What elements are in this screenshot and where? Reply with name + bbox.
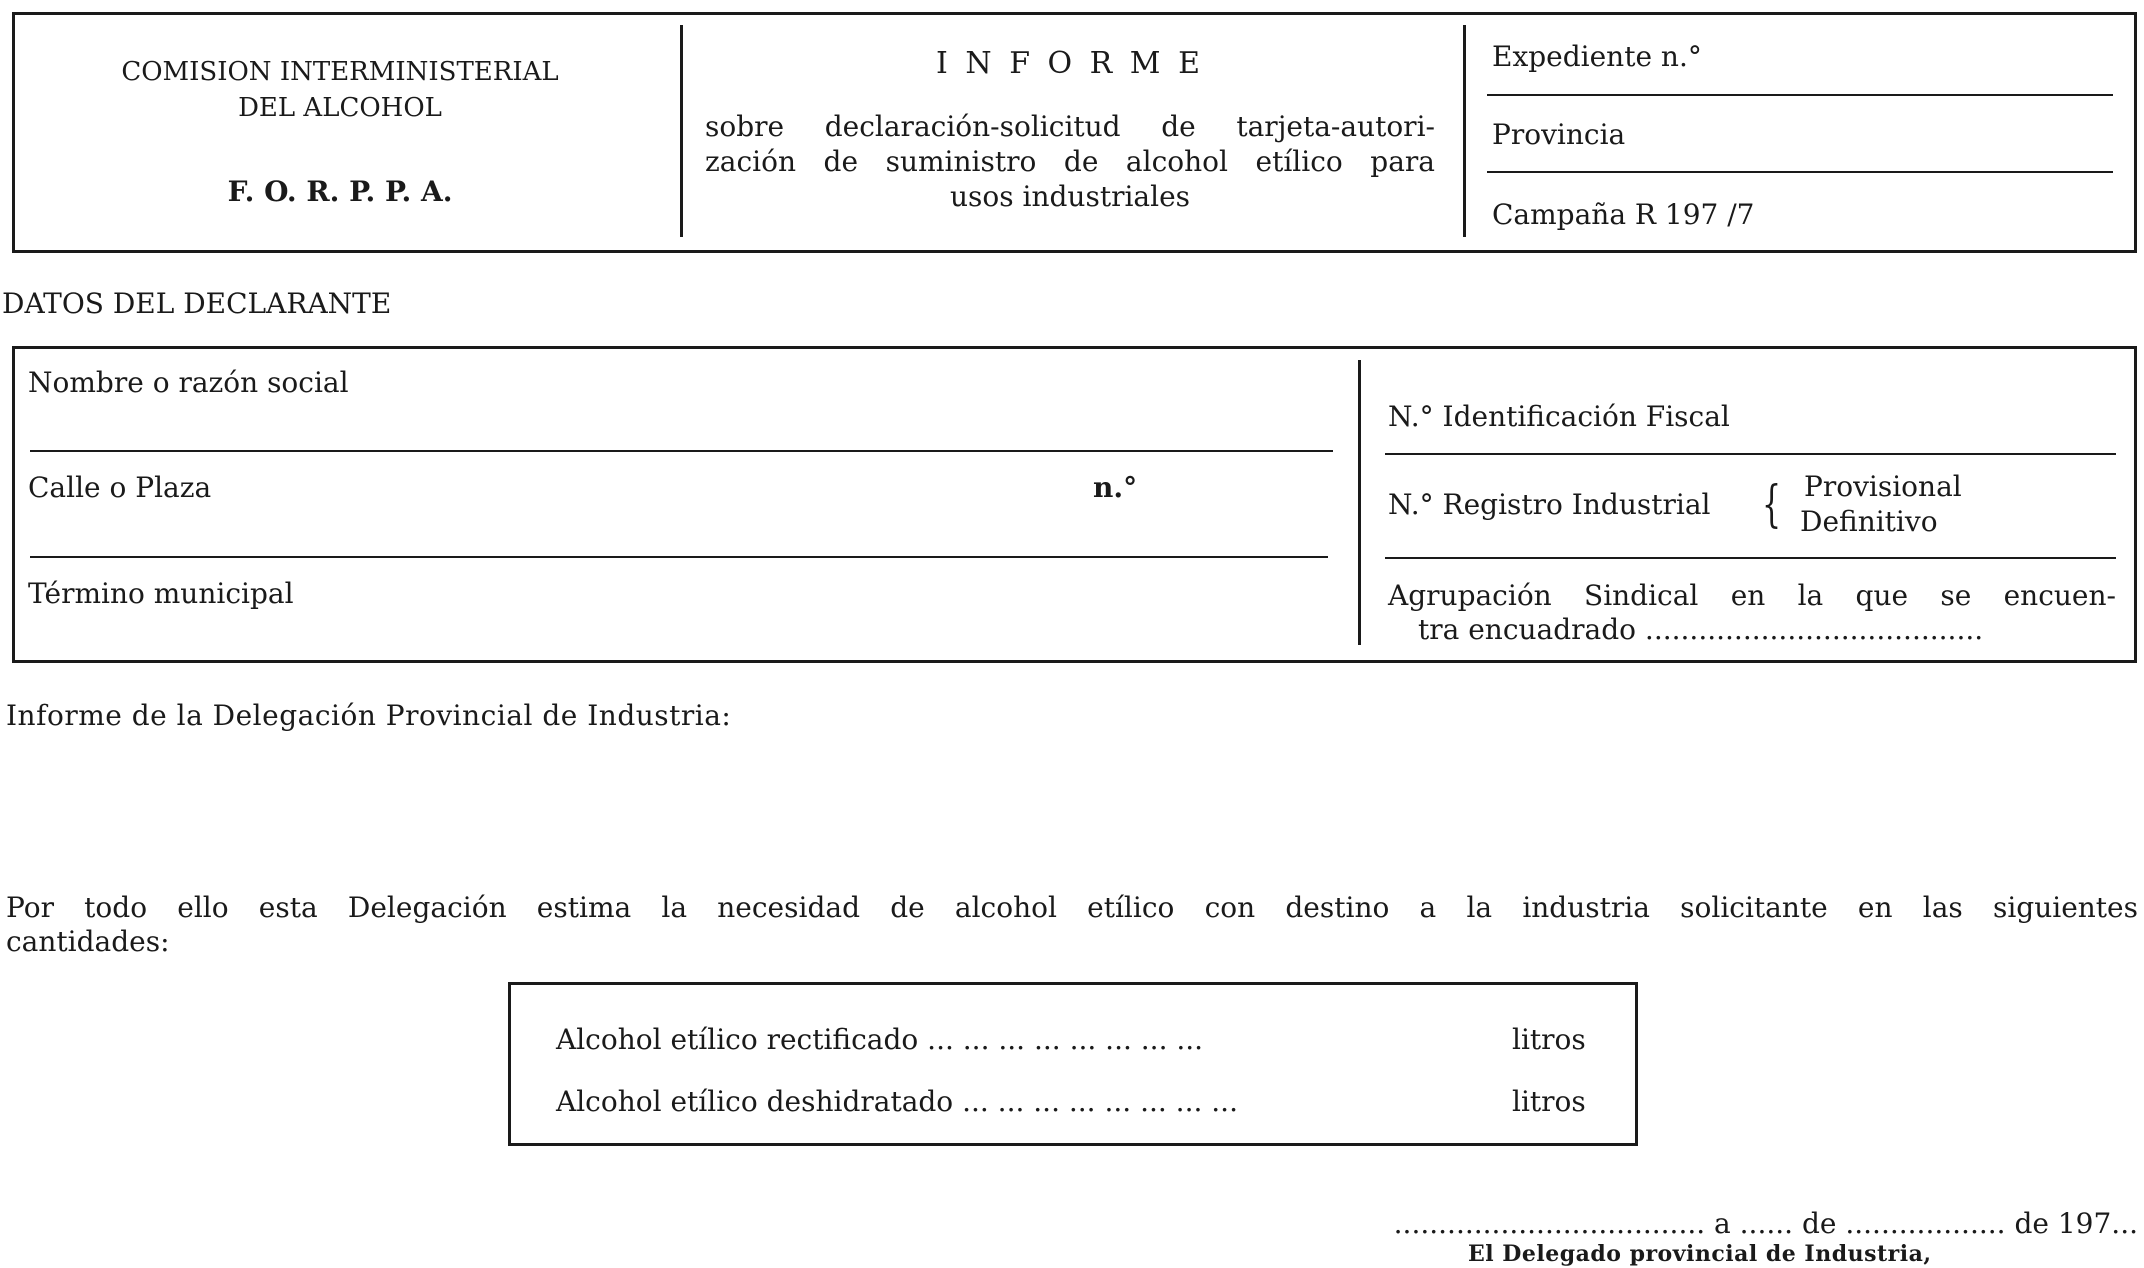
nif-label: N.° Identificación Fiscal bbox=[1388, 400, 1730, 433]
cantidad-deshidratado-label: Alcohol etílico deshidratado ... ... ... ... ... ... ... ... bbox=[556, 1085, 1238, 1118]
campana-label: Campaña R 197 /7 bbox=[1492, 198, 1755, 231]
informe-heading: Informe de la Delegación Provincial de Industria: bbox=[6, 699, 732, 732]
org-abbreviation: F. O. R. P. P. A. bbox=[227, 175, 453, 208]
document-subtitle-line3: usos industriales bbox=[949, 180, 1191, 213]
org-name-line1: COMISION INTERMINISTERIAL bbox=[121, 57, 559, 87]
section-title-declarante: DATOS DEL DECLARANTE bbox=[2, 287, 392, 320]
nombre-label: Nombre o razón social bbox=[28, 366, 349, 399]
date-line: ................................... a ...... de .................. de 197... bbox=[1393, 1207, 2138, 1240]
document-subtitle-line2: zación de suministro de alcohol etílico para bbox=[705, 145, 1435, 178]
calle-label: Calle o Plaza bbox=[28, 471, 212, 504]
estimation-text-line1: Por todo ello esta Delegación estima la necesidad de alcohol etílico con destino a la industria solicitante en las siguientes bbox=[6, 891, 2138, 924]
nif-line bbox=[1385, 453, 2116, 455]
termino-label: Término municipal bbox=[28, 577, 294, 610]
calle-line bbox=[30, 556, 1328, 558]
registro-option-definitivo: Definitivo bbox=[1800, 505, 1938, 538]
expediente-line bbox=[1487, 94, 2113, 96]
agrupacion-line2: tra encuadrado ...................................... bbox=[1418, 613, 1984, 646]
registro-label: N.° Registro Industrial bbox=[1388, 488, 1711, 521]
registro-brace: { bbox=[1762, 475, 1782, 533]
provincia-label: Provincia bbox=[1492, 118, 1626, 151]
agrupacion-line1: Agrupación Sindical en la que se encuen- bbox=[1388, 579, 2116, 612]
document-subtitle-line1: sobre declaración-solicitud de tarjeta-autori- bbox=[705, 110, 1435, 143]
header-divider-2 bbox=[1463, 25, 1466, 237]
nombre-line bbox=[30, 450, 1333, 452]
estimation-text-line2: cantidades: bbox=[6, 925, 170, 958]
cantidades-box bbox=[508, 982, 1638, 1146]
numero-label: n.° bbox=[1093, 471, 1138, 504]
header-divider-1 bbox=[680, 25, 683, 237]
cantidad-rectificado-unit: litros bbox=[1512, 1023, 1586, 1056]
org-name-line2: DEL ALCOHOL bbox=[238, 93, 442, 123]
expediente-label: Expediente n.° bbox=[1492, 40, 1702, 73]
registro-option-provisional: Provisional bbox=[1804, 470, 1962, 503]
document-title: I N F O R M E bbox=[936, 46, 1204, 81]
registro-line bbox=[1385, 557, 2116, 559]
provincia-line bbox=[1487, 171, 2113, 173]
cantidad-deshidratado-unit: litros bbox=[1512, 1085, 1586, 1118]
cantidad-rectificado-label: Alcohol etílico rectificado ... ... ... ... ... ... ... ... bbox=[556, 1023, 1204, 1056]
signer-title: El Delegado provincial de Industria, bbox=[1468, 1241, 1932, 1267]
declarante-divider bbox=[1358, 360, 1361, 645]
